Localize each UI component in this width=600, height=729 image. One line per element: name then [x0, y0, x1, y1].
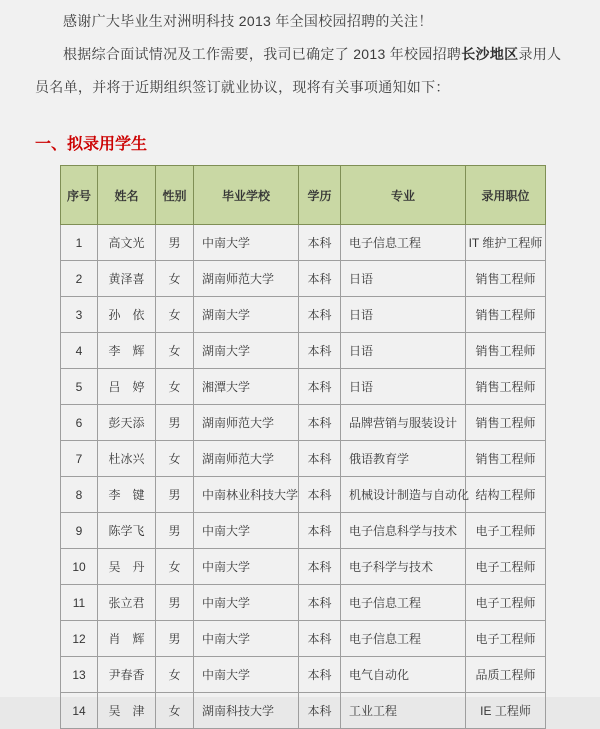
- table-header-row: [61, 166, 546, 225]
- hired-students-table: [60, 165, 546, 729]
- table-cell: 男: [156, 225, 194, 261]
- table-cell: 彭天添: [98, 405, 156, 441]
- table-cell: 女: [156, 261, 194, 297]
- table-cell: 高文光: [98, 225, 156, 261]
- table-cell: 电子工程师: [466, 585, 546, 621]
- table-cell: 6: [61, 405, 98, 441]
- table-row: [61, 621, 546, 657]
- table-cell: 3: [61, 297, 98, 333]
- table-row: [61, 297, 546, 333]
- table-cell: 5: [61, 369, 98, 405]
- table-cell: 本科: [299, 585, 341, 621]
- table-cell: 电子信息工程: [341, 621, 466, 657]
- table-cell: 湖南师范大学: [194, 405, 299, 441]
- table-cell: 中南大学: [194, 513, 299, 549]
- table-cell: 女: [156, 297, 194, 333]
- table-cell: 本科: [299, 369, 341, 405]
- region-highlight: 长沙地区: [461, 46, 519, 62]
- table-row: [61, 513, 546, 549]
- table-cell: 2: [61, 261, 98, 297]
- table-cell: 本科: [299, 693, 341, 729]
- table-cell: 工业工程: [341, 693, 466, 729]
- table-row: [61, 405, 546, 441]
- table-cell: 李 辉: [98, 333, 156, 369]
- table-cell: 杜冰兴: [98, 441, 156, 477]
- table-row: [61, 369, 546, 405]
- table-row: [61, 441, 546, 477]
- table-cell: 湖南科技大学: [194, 693, 299, 729]
- table-cell: 销售工程师: [466, 333, 546, 369]
- table-cell: 电子科学与技术: [341, 549, 466, 585]
- table-cell: 湖南大学: [194, 297, 299, 333]
- table-cell: 男: [156, 405, 194, 441]
- table-cell: 男: [156, 477, 194, 513]
- table-cell: 品牌营销与服装设计: [341, 405, 466, 441]
- table-cell: 日语: [341, 369, 466, 405]
- table-cell: 本科: [299, 513, 341, 549]
- table-body: [61, 225, 546, 729]
- table-cell: 湖南师范大学: [194, 261, 299, 297]
- table-cell: 4: [61, 333, 98, 369]
- column-header-5: 专业: [341, 166, 466, 225]
- table-row: [61, 549, 546, 585]
- table-cell: 日语: [341, 261, 466, 297]
- intro-paragraph-2-tail: 录用人员名单，并将于近期组织签订就业协议，现将有关事项通知如下：: [35, 46, 562, 95]
- table-cell: 8: [61, 477, 98, 513]
- table-cell: 男: [156, 513, 194, 549]
- table-cell: 黄泽喜: [98, 261, 156, 297]
- table-cell: IE 工程师: [466, 693, 546, 729]
- table-cell: 中南大学: [194, 549, 299, 585]
- column-header-3: 毕业学校: [194, 166, 299, 225]
- table-cell: 销售工程师: [466, 369, 546, 405]
- table-cell: 本科: [299, 441, 341, 477]
- table-cell: 本科: [299, 549, 341, 585]
- table-cell: 湖南师范大学: [194, 441, 299, 477]
- table-cell: 日语: [341, 333, 466, 369]
- table-cell: 14: [61, 693, 98, 729]
- table-cell: 湖南大学: [194, 333, 299, 369]
- table-header: [61, 166, 546, 225]
- table-cell: 男: [156, 585, 194, 621]
- table-cell: 销售工程师: [466, 261, 546, 297]
- table-cell: 男: [156, 621, 194, 657]
- table-cell: 中南林业科技大学: [194, 477, 299, 513]
- table-cell: 本科: [299, 657, 341, 693]
- table-cell: 9: [61, 513, 98, 549]
- table-cell: 销售工程师: [466, 297, 546, 333]
- table-row: [61, 585, 546, 621]
- table-cell: 机械设计制造与自动化: [341, 477, 466, 513]
- table-cell: 电气自动化: [341, 657, 466, 693]
- table-cell: IT 维护工程师: [466, 225, 546, 261]
- column-header-6: 录用职位: [466, 166, 546, 225]
- table-cell: 本科: [299, 477, 341, 513]
- table-cell: 本科: [299, 405, 341, 441]
- table-cell: 俄语教育学: [341, 441, 466, 477]
- table-row: [61, 657, 546, 693]
- table-cell: 1: [61, 225, 98, 261]
- table-cell: 肖 辉: [98, 621, 156, 657]
- table-cell: 日语: [341, 297, 466, 333]
- table-cell: 女: [156, 441, 194, 477]
- table-cell: 中南大学: [194, 225, 299, 261]
- column-header-2: 性别: [156, 166, 194, 225]
- table-cell: 电子工程师: [466, 513, 546, 549]
- table-cell: 陈学飞: [98, 513, 156, 549]
- table-cell: 孙 依: [98, 297, 156, 333]
- table-cell: 电子工程师: [466, 549, 546, 585]
- table-row: [61, 225, 546, 261]
- table-cell: 李 键: [98, 477, 156, 513]
- table-cell: 中南大学: [194, 657, 299, 693]
- table-cell: 销售工程师: [466, 441, 546, 477]
- table-cell: 结构工程师: [466, 477, 546, 513]
- table-cell: 本科: [299, 297, 341, 333]
- table-cell: 电子信息工程: [341, 585, 466, 621]
- table-cell: 女: [156, 369, 194, 405]
- intro-paragraph-2-lead: 根据综合面试情况及工作需要，我司已确定了 2013 年校园招聘: [63, 46, 462, 62]
- table-cell: 12: [61, 621, 98, 657]
- table-cell: 女: [156, 333, 194, 369]
- table-cell: 电子工程师: [466, 621, 546, 657]
- column-header-0: 序号: [61, 166, 98, 225]
- table-cell: 女: [156, 549, 194, 585]
- table-cell: 吴 津: [98, 693, 156, 729]
- table-row: [61, 693, 546, 729]
- table-cell: 女: [156, 657, 194, 693]
- table-cell: 本科: [299, 225, 341, 261]
- section-heading: 一、拟录用学生: [35, 136, 148, 153]
- table-row: [61, 333, 546, 369]
- table-cell: 中南大学: [194, 621, 299, 657]
- table-cell: 11: [61, 585, 98, 621]
- table-cell: 7: [61, 441, 98, 477]
- table-cell: 电子信息工程: [341, 225, 466, 261]
- table-cell: 销售工程师: [466, 405, 546, 441]
- table-row: [61, 477, 546, 513]
- intro-paragraph-1-text: 感谢广大毕业生对洲明科技 2013 年全国校园招聘的关注！: [63, 13, 433, 29]
- table-cell: 本科: [299, 333, 341, 369]
- table-cell: 尹春香: [98, 657, 156, 693]
- table-cell: 本科: [299, 621, 341, 657]
- table-cell: 电子信息科学与技术: [341, 513, 466, 549]
- table-cell: 吕 婷: [98, 369, 156, 405]
- table-cell: 中南大学: [194, 585, 299, 621]
- table-cell: 湘潭大学: [194, 369, 299, 405]
- table-cell: 张立君: [98, 585, 156, 621]
- table-cell: 吴 丹: [98, 549, 156, 585]
- table-cell: 10: [61, 549, 98, 585]
- column-header-1: 姓名: [98, 166, 156, 225]
- table-cell: 13: [61, 657, 98, 693]
- intro-paragraph-2: [35, 38, 566, 104]
- table-cell: 女: [156, 693, 194, 729]
- intro-paragraph-1: [35, 5, 566, 38]
- column-header-4: 学历: [299, 166, 341, 225]
- table-row: [61, 261, 546, 297]
- table-cell: 本科: [299, 261, 341, 297]
- table-cell: 品质工程师: [466, 657, 546, 693]
